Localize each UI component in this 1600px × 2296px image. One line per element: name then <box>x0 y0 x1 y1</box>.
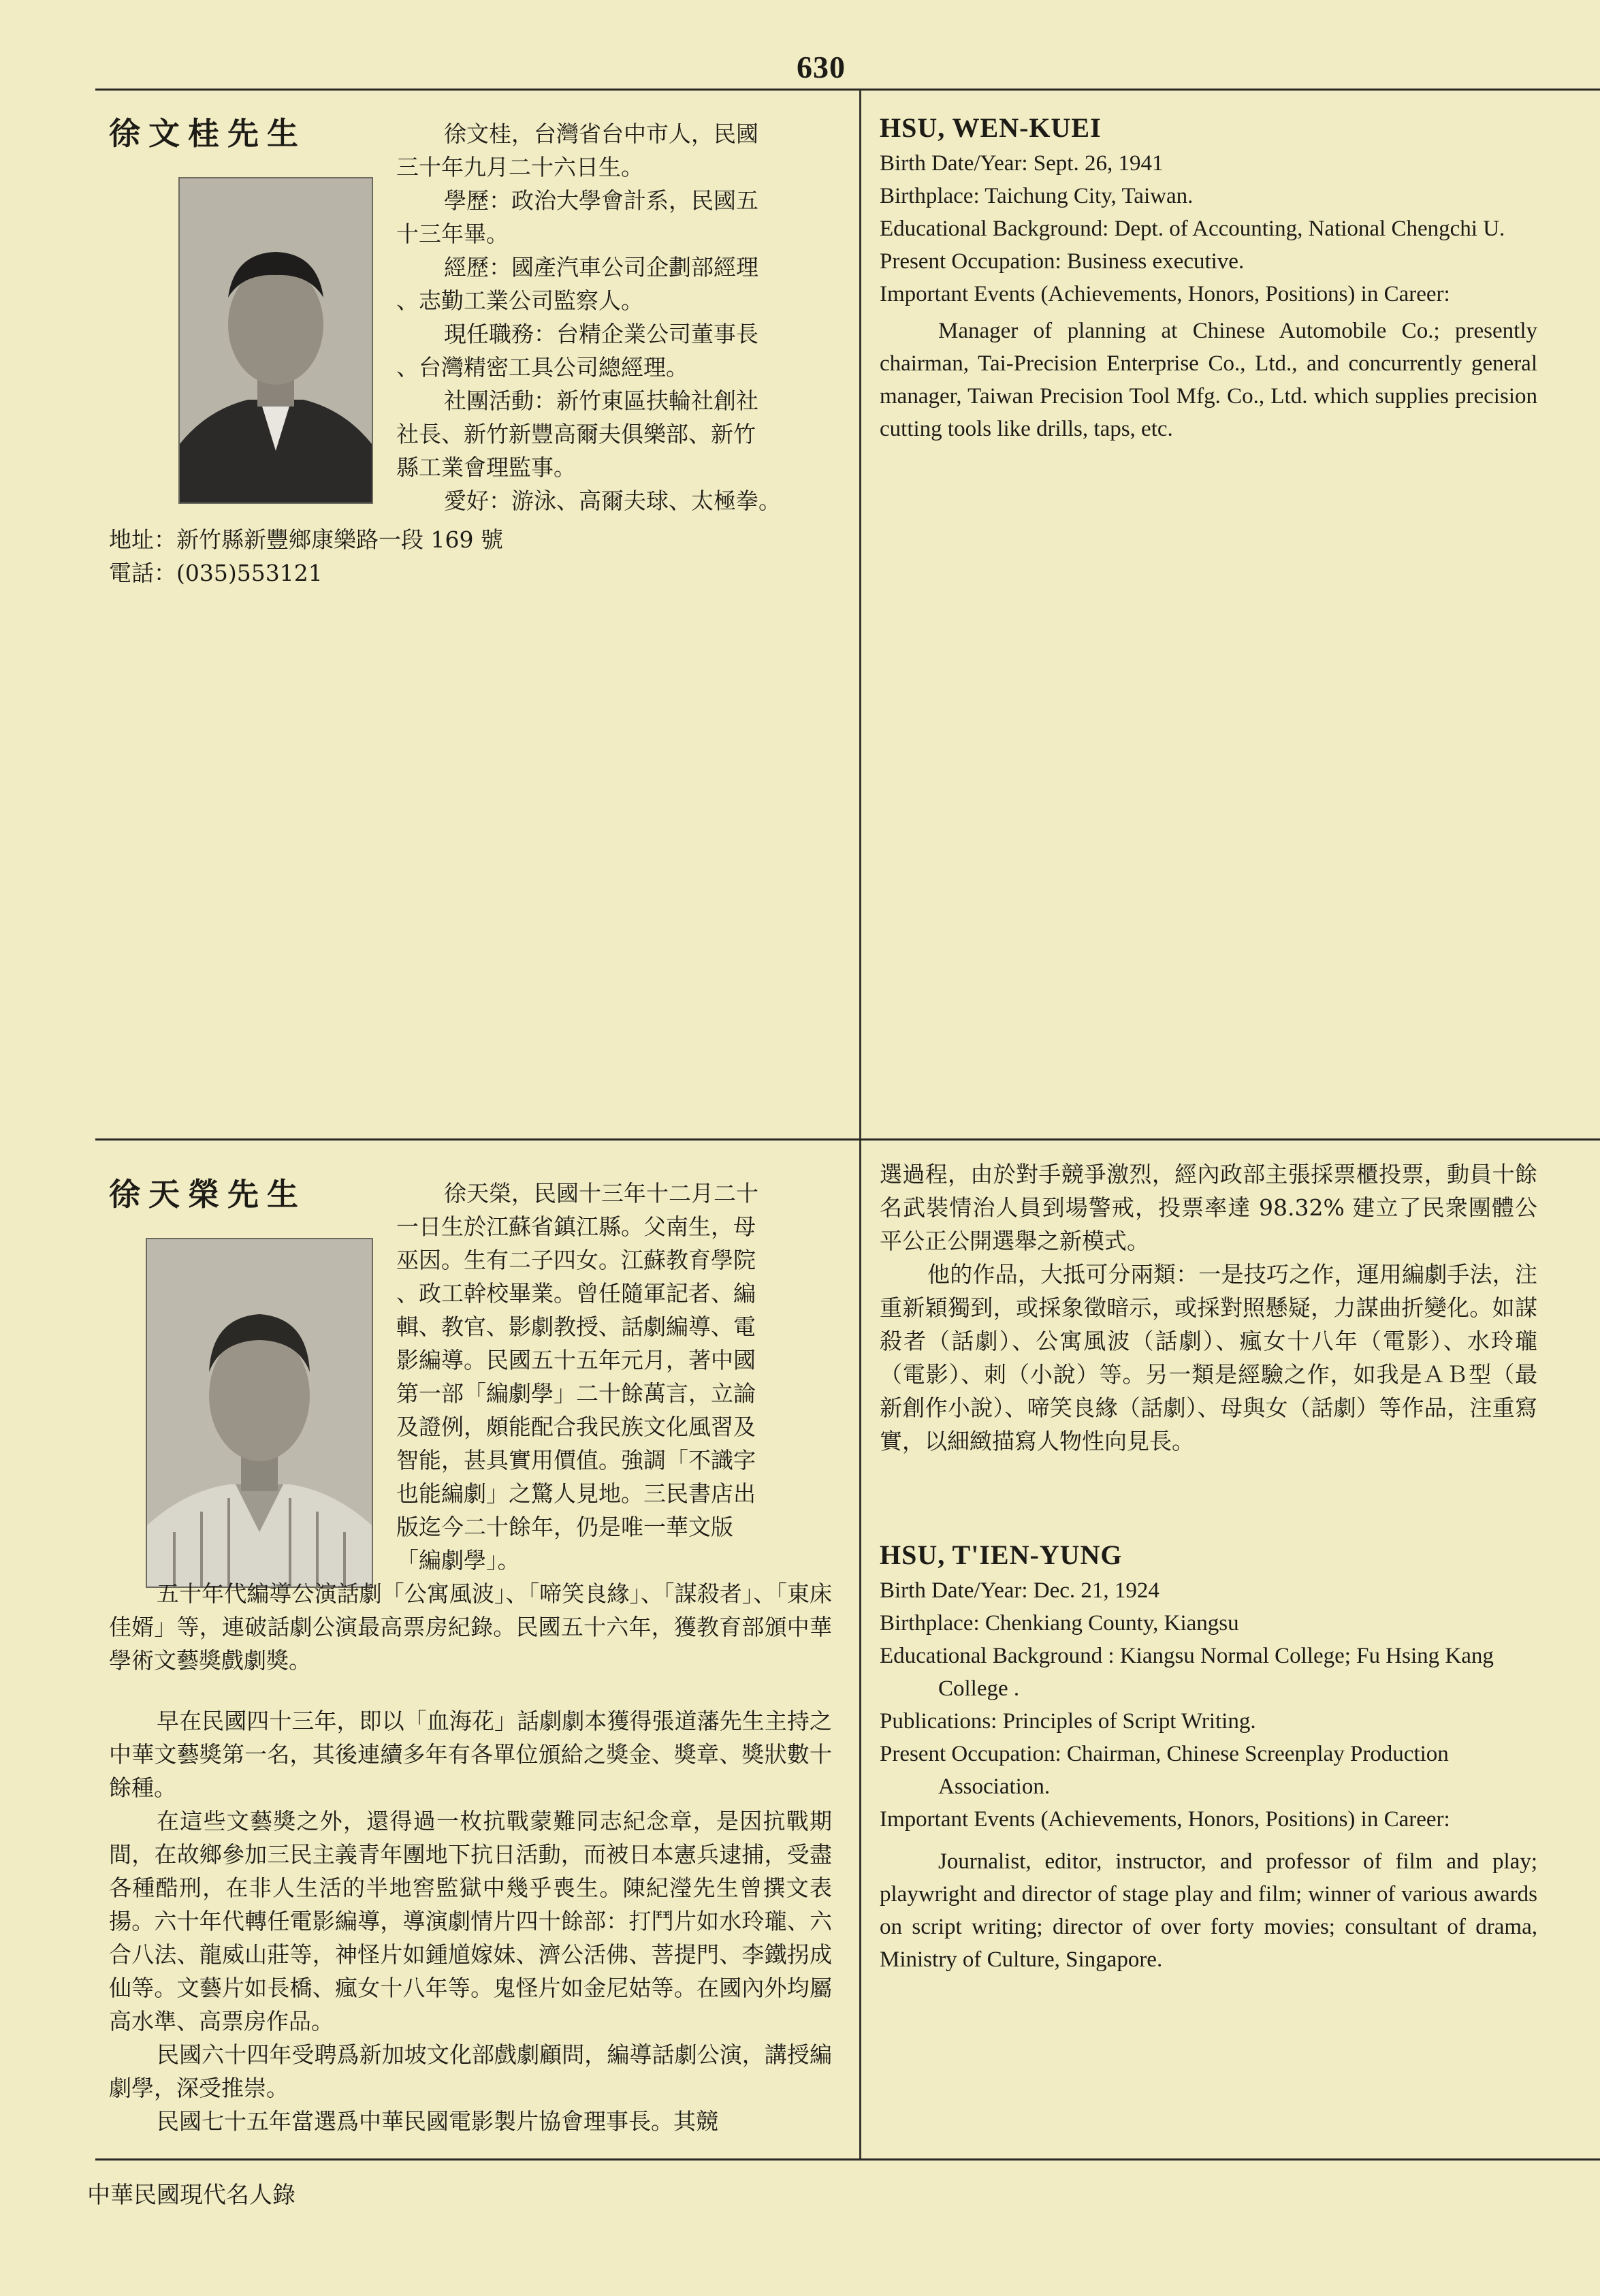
column-divider-top <box>859 90 861 1138</box>
bio-line: 學歷：政治大學會計系，民國五 <box>444 187 758 214</box>
portrait-silhouette <box>180 178 372 503</box>
entry1-events-label: Important Events (Achievements, Honors, Positions) in Career: <box>880 282 1450 306</box>
section-divider <box>95 1138 1600 1141</box>
entry1-name-en: HSU, WEN-KUEI <box>880 112 1102 143</box>
bio-line: 經歷：國產汽車公司企劃部經理 <box>444 254 758 281</box>
bio-paragraph: 在這些文藝獎之外，還得過一枚抗戰蒙難同志紀念章，是因抗戰期間，在故鄉參加三民主義青年團地下抗日活動，而被日本憲兵逮捕，受盡各種酷刑，在非人生活的半地窖監獄中幾乎喪生。陳紀瀅先生曾撰文表揚。六十年代轉任電影編導，導演劇情片四十餘部：打鬥片如水玲瓏、六合八法、龍威山莊等，神怪片如鍾馗嫁妹、濟公活佛、菩提門、李鐵拐成仙等。文藝片如長橋、瘋女十八年等。鬼怪片如金尼姑等。在國內外均屬高水準、高票房作品。 <box>109 1808 832 2035</box>
portrait-silhouette <box>147 1239 372 1587</box>
bio-line: 及證例，頗能配合我民族文化風習及 <box>396 1414 756 1440</box>
entry2-birthplace: Birthplace: Chenkiang County, Kiangsu <box>880 1611 1239 1636</box>
entry2-bio-intro-zh <box>396 1177 832 1577</box>
bio-line: 第一部「編劇學」二十餘萬言，立論 <box>396 1380 756 1407</box>
bio-line: 巫因。生有二子四女。江蘇教育學院 <box>396 1247 756 1273</box>
bio-paragraph: 早在民國四十三年，即以「血海花」話劇劇本獲得張道藩先生主持之中華文藝獎第一名，其後連續多年有各單位頒給之獎金、獎章、獎狀數十餘種。 <box>109 1708 832 1801</box>
bio-line: 徐文桂，台灣省台中市人，民國 <box>444 121 758 147</box>
entry2-name-zh: 徐天榮先生 <box>109 1176 306 1213</box>
entry1-contact <box>109 523 831 590</box>
entry2-events-label: Important Events (Achievements, Honors, Positions) in Career: <box>880 1807 1450 1832</box>
bio-paragraph: 他的作品，大抵可分兩類：一是技巧之作，運用編劇手法，注重新穎獨到，或採象徵暗示，或採對照懸疑，力謀曲折變化。如謀殺者（話劇）、公寓風波（話劇）、瘋女十八年（電影）、水玲瓏（電影）、刺（小說）等。另一類是經驗之作，如我是ＡＢ型（最新創作小說）、啼笑良緣（話劇）、母與女（話劇）等作品，注重寫實，以細緻描寫人物性向見長。 <box>880 1261 1537 1454</box>
entry2-occupation: Present Occupation: Chairman, Chinese Screenplay Production Association. <box>880 1742 1449 1799</box>
bio-line: 徐天榮，民國十三年十二月二十 <box>444 1180 758 1207</box>
bio-paragraph: 五十年代編導公演話劇「公寓風波」、「啼笑良緣」、「謀殺者」、「東床佳婿」等，連破話劇公演最高票房紀錄。民國五十六年，獲教育部頒中華學術文藝獎戲劇獎。 <box>109 1580 832 1674</box>
bio-line: 現任職務：台精企業公司董事長 <box>444 321 758 347</box>
entry1-birth: Birth Date/Year: Sept. 26, 1941 <box>880 151 1164 176</box>
entry2-education: Educational Background : Kiangsu Normal College; Fu Hsing Kang College . <box>880 1644 1494 1701</box>
bio-line: 愛好：游泳、高爾夫球、太極拳。 <box>444 488 781 514</box>
bio-line: 、政工幹校畢業。曾任隨軍記者、編 <box>396 1280 756 1307</box>
entry1-address: 地址：新竹縣新豐鄉康樂路一段 169 號 <box>109 526 503 553</box>
bio-line: 也能編劇」之驚人見地。三民書店出 <box>396 1480 756 1507</box>
bio-line: 十三年畢。 <box>396 221 509 247</box>
bio-line: 輯、教官、影劇教授、話劇編導、電 <box>396 1313 756 1340</box>
bio-line: 版迄今二十餘年，仍是唯一華文版 <box>396 1514 733 1540</box>
bio-paragraph: 民國六十四年受聘爲新加坡文化部戲劇顧問，編導話劇公演，講授編劇學，深受推崇。 <box>109 2041 832 2101</box>
bio-line: 、台灣精密工具公司總經理。 <box>396 354 688 381</box>
bio-line: 一日生於江蘇省鎮江縣。父南生，母 <box>396 1213 756 1240</box>
entry1-bio-zh <box>396 117 818 517</box>
bio-line: 「編劇學」。 <box>396 1547 520 1574</box>
entry2-name-en: HSU, T'IEN-YUNG <box>880 1540 1123 1570</box>
entry2-portrait-photo <box>146 1238 373 1588</box>
bio-line: 、志勤工業公司監察人。 <box>396 287 643 314</box>
page-number: 630 <box>797 50 846 84</box>
footer-rule <box>95 2158 1600 2161</box>
entry1-name-zh: 徐文桂先生 <box>109 115 306 152</box>
bio-paragraph: 選過程，由於對手競爭激烈，經內政部主張採票櫃投票，動員十餘名武裝情治人員到場警戒，投票率達 98.32% 建立了民衆團體公平公正公開選舉之新模式。 <box>880 1161 1537 1254</box>
bio-line: 社長、新竹新豐高爾夫俱樂部、新竹 <box>396 421 756 447</box>
entry1-occupation: Present Occupation: Business executive. <box>880 249 1245 274</box>
footer-book-title: 中華民國現代名人錄 <box>87 2182 295 2209</box>
entry2-events-text: Journalist, editor, instructor, and professor of film and play; playwright and director of stage play and film; winner of various awards on script writing; director of over forty movies; consultant of drama, Ministry of Culture, Singapore. <box>880 1849 1537 1972</box>
entry2-english-bio <box>880 1539 1537 1976</box>
entry1-events-text: Manager of planning at Chinese Automobile Co.; presently chairman, Tai-Precision Enterprise Co., Ltd., and concurrently general manager, Taiwan Precision Tool Mfg. Co., Ltd. which supplies precision cutting tools like drills, taps, etc. <box>880 319 1537 441</box>
bio-line: 智能，甚具實用價值。強調「不識字 <box>396 1447 756 1473</box>
entry1-birthplace: Birthplace: Taichung City, Taiwan. <box>880 184 1194 208</box>
entry2-bio-right-zh <box>880 1158 1537 1458</box>
header-rule <box>95 89 1600 91</box>
bio-line: 社團活動：新竹東區扶輪社創社 <box>444 387 758 414</box>
entry2-bio-body-zh <box>109 1577 832 2138</box>
entry1-english-bio <box>880 112 1537 445</box>
entry2-publications: Publications: Principles of Script Writing. <box>880 1709 1256 1734</box>
bio-line: 影編導。民國五十五年元月，著中國 <box>396 1347 756 1373</box>
bio-line: 三十年九月二十六日生。 <box>396 154 643 180</box>
bio-line: 縣工業會理監事。 <box>396 454 576 481</box>
entry1-portrait-photo <box>178 177 373 504</box>
entry1-education: Educational Background: Dept. of Accounting, National Chengchi U. <box>880 217 1505 241</box>
entry1-phone: 電話：(035)553121 <box>109 560 323 586</box>
column-divider-bottom <box>859 1141 861 2158</box>
entry2-birth: Birth Date/Year: Dec. 21, 1924 <box>880 1578 1159 1603</box>
bio-paragraph: 民國七十五年當選爲中華民國電影製片協會理事長。其競 <box>157 2108 718 2135</box>
